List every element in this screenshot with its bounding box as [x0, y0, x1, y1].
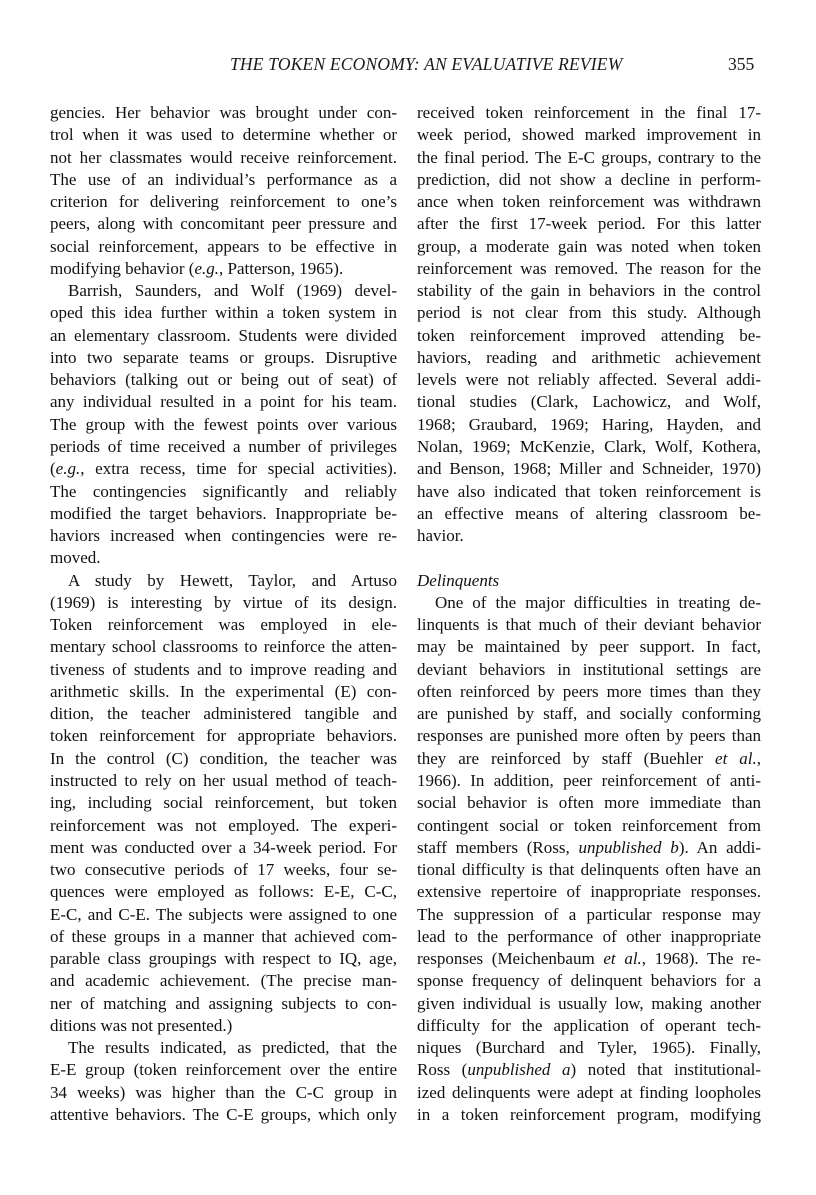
text-line: linquents is that much of their deviant behavior	[417, 615, 761, 635]
text-line: In the control (C) condition, the teacher was	[50, 748, 397, 768]
text-line: criterion for delivering reinforcement to one’s	[50, 192, 397, 212]
text-line: 1968; Graubard, 1969; Haring, Hayden, and	[417, 414, 761, 434]
text-line: often reinforced by peers more times than they	[417, 681, 761, 701]
text-line: in a token reinforcement program, modifying	[417, 1104, 761, 1124]
text-line: The results indicated, as predicted, that the	[68, 1038, 397, 1058]
text-line: E-E group (token reinforcement over the entire	[50, 1060, 397, 1080]
text-line: Nolan, 1969; McKenzie, Clark, Wolf, Kothera,	[417, 436, 761, 456]
text-line: 34 weeks) was higher than the C-C group in	[50, 1082, 397, 1102]
italic-phrase: e.g.	[194, 258, 220, 278]
text-line: are punished by staff, and socially conforming	[417, 704, 761, 724]
text-line: have also indicated that token reinforcement is	[417, 481, 761, 501]
text-line: staff members (Ross, unpublished b). An addi-	[417, 837, 761, 857]
text-line: (1969) is interesting by virtue of its design.	[50, 592, 397, 612]
text-line: sponse frequency of delinquent behaviors for a	[417, 971, 761, 991]
section-heading-delinquents: Delinquents	[417, 570, 500, 590]
text-line: may be maintained by peer support. In fact,	[417, 637, 761, 657]
text-line: the final period. The E-C groups, contrary to the	[417, 147, 761, 167]
text-line: niques (Burchard and Tyler, 1965). Finally,	[417, 1038, 761, 1058]
text-line: instructed to rely on her usual method of teach-	[50, 770, 397, 790]
text-line: reinforcement was removed. The reason for the	[417, 258, 761, 278]
text-line: contingent social or token reinforcement from	[417, 815, 761, 835]
text-line: of these groups in a manner that achieved com-	[50, 926, 397, 946]
text-line: moved.	[50, 548, 101, 568]
text-line: The suppression of a particular response may	[417, 904, 761, 924]
text-line: Ross (unpublished a) noted that institutional-	[417, 1060, 762, 1080]
text-line: One of the major difficulties in treating de-	[435, 592, 761, 612]
page-number: 355	[728, 54, 755, 74]
text-line: given individual is usually low, making another	[417, 993, 761, 1013]
text-line: an elementary classroom. Students were divided	[50, 325, 397, 345]
left-column	[50, 102, 397, 1126]
text-line: gencies. Her behavior was brought under con-	[50, 103, 397, 122]
text-line: E-C, and C-E. The subjects were assigned to one	[50, 904, 397, 924]
right-column	[417, 102, 761, 1126]
text-line: tiveness of students and to improve reading and	[50, 659, 397, 679]
text-line: havior.	[417, 526, 464, 546]
text-line: haviors, reading and arithmetic achievement	[417, 347, 761, 367]
text-line: quences were employed as follows: E-E, C-C,	[50, 882, 397, 902]
text-line: two consecutive periods of 17 weeks, four se-	[50, 860, 397, 880]
text-line: responses are punished more often by peers than	[417, 726, 761, 746]
text-line: lead to the performance of other inappropriate	[417, 926, 761, 946]
italic-phrase: e.g.	[55, 459, 81, 479]
text-line: social reinforcement, appears to be effective in	[50, 236, 397, 256]
running-title: THE TOKEN ECONOMY: AN EVALUATIVE REVIEW	[230, 54, 623, 74]
text-line: into two separate teams or groups. Disruptive	[50, 347, 397, 367]
text-line: behaviors (talking out or being out of seat) of	[50, 370, 397, 390]
text-line: The use of an individual’s performance as a	[50, 169, 397, 189]
text-line: reinforcement was not employed. The experi-	[50, 815, 397, 835]
text-line: trol when it was used to determine whether or	[50, 125, 397, 145]
text-line: (e.g., extra recess, time for special activities).	[50, 459, 397, 479]
text-line: not her classmates would receive reinforcement.	[50, 147, 397, 167]
right-column-text-bottom	[417, 592, 761, 1126]
text-line: The group with the fewest points over various	[50, 414, 397, 434]
text-line: attentive behaviors. The C-E groups, which only	[50, 1104, 397, 1124]
text-line: The contingencies significantly and reliably	[50, 481, 397, 501]
text-line: any individual resulted in a point for his team.	[50, 392, 397, 412]
italic-phrase: et al.	[603, 949, 642, 969]
text-line: prediction, did not show a decline in perform-	[417, 169, 761, 189]
text-line: difficulty for the application of operant tech-	[417, 1015, 761, 1035]
text-line: dition, the teacher administered tangible and	[50, 704, 397, 724]
text-line: periods of time received a number of privileges	[50, 436, 397, 456]
text-line: they are reinforced by staff (Buehler et al.,	[417, 748, 761, 768]
running-head	[0, 54, 816, 80]
right-column-text-top	[417, 102, 761, 547]
text-line: ing, including social reinforcement, but token	[50, 793, 397, 813]
text-line: ment was conducted over a 34-week period. For	[50, 837, 397, 857]
text-line: A study by Hewett, Taylor, and Artuso	[68, 570, 397, 590]
text-line: modified the target behaviors. Inappropriate be-	[50, 503, 397, 523]
text-line: ance when token reinforcement was withdrawn	[417, 192, 761, 212]
text-line: peers, along with concomitant peer pressure and	[50, 214, 397, 234]
text-line: tional studies (Clark, Lachowicz, and Wolf,	[417, 392, 761, 412]
text-line: Barrish, Saunders, and Wolf (1969) devel-	[68, 281, 397, 301]
text-line: mentary school classrooms to reinforce the atten-	[50, 637, 397, 657]
italic-phrase: unpublished a	[467, 1060, 571, 1080]
text-line: ner of matching and assigning subjects to con-	[50, 993, 397, 1013]
text-line: an effective means of altering classroom be-	[417, 503, 761, 523]
text-line: ized delinquents were adept at finding loopholes	[417, 1082, 761, 1102]
text-line: 1966). In addition, peer reinforcement of anti-	[417, 770, 761, 790]
text-line: week period, showed marked improvement in	[417, 125, 761, 145]
text-line: levels were not reliably affected. Several addi-	[417, 370, 761, 390]
text-line: tional difficulty is that delinquents often have an	[417, 860, 761, 880]
italic-phrase: et al.	[715, 748, 757, 768]
text-line: oped this idea further within a token system in	[50, 303, 397, 323]
text-line: parable class groupings with respect to IQ, age,	[50, 949, 397, 969]
text-line: token reinforcement for appropriate behaviors.	[50, 726, 397, 746]
text-line: modifying behavior (e.g., Patterson, 1965).	[50, 258, 344, 278]
text-line: and academic achievement. (The precise man-	[50, 971, 397, 991]
text-line: deviant behaviors in institutional settings are	[417, 659, 761, 679]
text-line: responses (Meichenbaum et al., 1968). The re-	[417, 949, 761, 969]
text-line: Token reinforcement was employed in ele-	[50, 615, 397, 635]
italic-phrase: unpublished b	[578, 837, 679, 857]
text-line: stability of the gain in behaviors in the control	[417, 281, 761, 301]
text-line: received token reinforcement in the final 17-	[417, 103, 761, 122]
text-line: haviors increased when contingencies were re-	[50, 526, 397, 546]
text-line: ditions was not presented.)	[50, 1015, 233, 1035]
text-line: period is not clear from this study. Although	[417, 303, 761, 323]
text-line: arithmetic skills. In the experimental (E) con-	[50, 681, 397, 701]
text-line: extensive repertoire of inappropriate responses.	[417, 882, 761, 902]
text-line: group, a moderate gain was noted when token	[417, 236, 761, 256]
text-line: token reinforcement improved attending be-	[417, 325, 761, 345]
text-line: after the first 17-week period. For this latter	[417, 214, 761, 234]
section-spacer	[417, 547, 761, 569]
text-line: and Benson, 1968; Miller and Schneider, 1970)	[417, 459, 761, 479]
text-line: social behavior is often more immediate than	[417, 793, 761, 813]
